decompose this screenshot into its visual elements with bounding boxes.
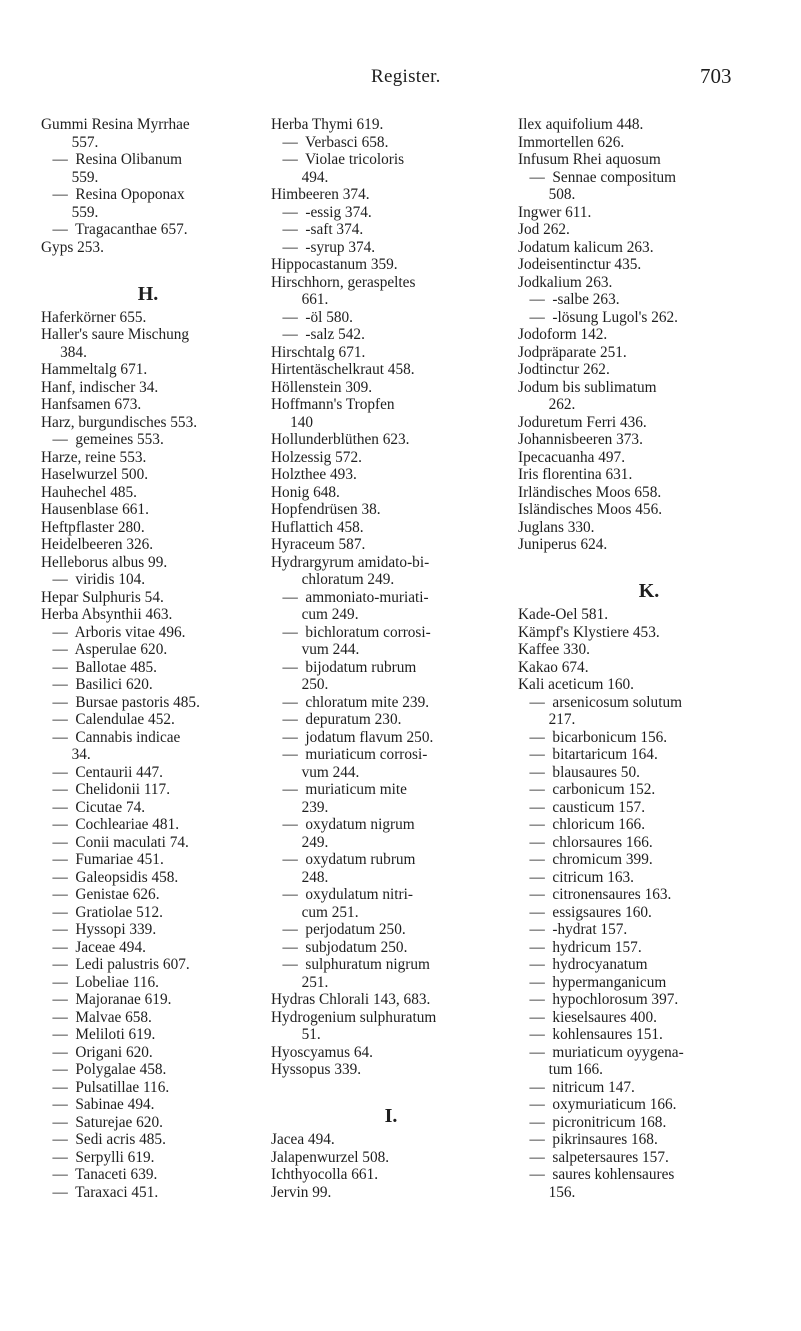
- index-entry: Ilex aquifolium 448.: [518, 116, 644, 133]
- index-entry: vum 244.: [271, 641, 360, 658]
- index-entry: Jacea 494.: [271, 1131, 335, 1148]
- index-entry: Hyraceum 587.: [271, 536, 366, 553]
- index-entry: — Cochleariae 481.: [41, 816, 180, 833]
- index-entry: Gummi Resina Myrrhae: [41, 116, 190, 133]
- index-entry: — arsenicosum solutum: [518, 693, 683, 711]
- index-entry: Jod 262.: [518, 221, 570, 238]
- index-entry: — saures kohlensaures: [518, 1166, 675, 1183]
- index-entry: — hypochlorosum 397.: [518, 991, 679, 1008]
- index-entry: Ipecacuanha 497.: [518, 448, 626, 466]
- index-entry: — Meliloti 619.: [41, 1026, 156, 1043]
- index-entry: — -salz 542.: [271, 326, 365, 343]
- index-entry: Höllenstein 309.: [271, 378, 373, 396]
- index-entry: Jodeisentinctur 435.: [518, 256, 642, 273]
- index-entry: — causticum 157.: [518, 798, 646, 816]
- index-entry: Joduretum Ferri 436.: [518, 413, 647, 431]
- index-entry: — Calendulae 452.: [41, 711, 175, 728]
- index-entry: — Hyssopi 339.: [41, 921, 157, 938]
- index-entry: — Violae tricoloris: [271, 151, 405, 168]
- index-entry: cum 249.: [271, 606, 359, 623]
- index-entry: 249.: [271, 833, 329, 851]
- index-entry: — viridis 104.: [41, 571, 146, 588]
- index-entry: Kade-Oel 581.: [518, 606, 609, 623]
- index-entry: Gyps 253.: [41, 238, 104, 256]
- index-entry: — -saft 374.: [271, 221, 364, 238]
- index-entry: Kämpf's Klystiere 453.: [518, 623, 660, 641]
- section-letter-heading: H.: [137, 282, 159, 305]
- index-entry: — bichloratum corrosi-: [271, 623, 431, 641]
- index-entry: Honig 648.: [271, 483, 340, 501]
- index-entry: tum 166.: [518, 1061, 603, 1078]
- index-entry: — Genistae 626.: [41, 886, 160, 903]
- index-entry: Hirtentäschelkraut 458.: [271, 361, 415, 378]
- index-entry: — -hydrat 157.: [518, 921, 628, 938]
- blank-line: [271, 1079, 511, 1097]
- index-entry: Johannisbeeren 373.: [518, 431, 643, 448]
- index-entry: Hanfsamen 673.: [41, 396, 142, 413]
- index-entry: vum 244.: [271, 763, 360, 781]
- index-entry: Hepar Sulphuris 54.: [41, 588, 164, 606]
- index-entry: Jalapenwurzel 508.: [271, 1148, 390, 1166]
- index-entry: Infusum Rhei aquosum: [518, 151, 661, 168]
- index-entry: 262.: [518, 396, 576, 413]
- index-entry: — Resina Olibanum: [41, 151, 183, 168]
- index-entry: — chromicum 399.: [518, 851, 653, 868]
- index-entry: — Cicutae 74.: [41, 798, 146, 816]
- index-entry: Hydrogenium sulphuratum: [271, 1008, 437, 1026]
- index-entry: 559.: [41, 168, 99, 186]
- index-entry: 248.: [271, 868, 329, 886]
- index-entry: — Lobeliae 116.: [41, 973, 159, 991]
- index-entry: 140: [271, 413, 314, 431]
- index-entry: Isländisches Moos 456.: [518, 501, 663, 518]
- index-entry: Hippocastanum 359.: [271, 256, 398, 273]
- index-entry: — kieselsaures 400.: [518, 1008, 657, 1026]
- index-entry: Jodoform 142.: [518, 326, 608, 343]
- index-entry: 250.: [271, 676, 329, 693]
- index-entry: Himbeeren 374.: [271, 186, 370, 203]
- index-entry: — Cannabis indicae: [41, 728, 181, 746]
- index-entry: Iris florentina 631.: [518, 466, 633, 483]
- index-entry: — Arboris vitae 496.: [41, 623, 186, 641]
- index-entry: Holzessig 572.: [271, 448, 362, 466]
- index-entry: Juniperus 624.: [518, 536, 608, 553]
- index-entry: — -salbe 263.: [518, 291, 620, 308]
- index-entry: Jodtinctur 262.: [518, 361, 610, 378]
- index-entry: Kaffee 330.: [518, 641, 590, 658]
- index-entry: — Sedi acris 485.: [41, 1131, 166, 1148]
- index-entry: Hollunderblüthen 623.: [271, 431, 410, 448]
- index-entry: — citricum 163.: [518, 868, 634, 886]
- index-entry: — Galeopsidis 458.: [41, 868, 179, 886]
- index-entry: 217.: [518, 711, 576, 728]
- index-entry: Hydras Chlorali 143, 683.: [271, 991, 431, 1008]
- index-entry: — Majoranae 619.: [41, 991, 172, 1008]
- index-entry: Hanf, indischer 34.: [41, 378, 159, 396]
- index-entry: — -essig 374.: [271, 203, 372, 221]
- index-entry: — Pulsatillae 116.: [41, 1078, 170, 1096]
- index-entry: Hammeltalg 671.: [41, 361, 148, 378]
- index-entry: — -lösung Lugol's 262.: [518, 308, 678, 326]
- index-entry: Herba Thymi 619.: [271, 116, 384, 133]
- index-entry: — muriaticum mite: [271, 781, 407, 798]
- index-entry: — -syrup 374.: [271, 238, 376, 256]
- index-entry: Hydrargyrum amidato-bi-: [271, 553, 430, 571]
- index-entry: — Origani 620.: [41, 1043, 153, 1061]
- index-entry: — chlorsaures 166.: [518, 833, 653, 851]
- index-entry: Juglans 330.: [518, 518, 595, 536]
- section-letter-heading: I.: [384, 1105, 398, 1127]
- index-entry: Irländisches Moos 658.: [518, 483, 662, 501]
- index-entry: — hydricum 157.: [518, 938, 642, 956]
- index-entry: — depuratum 230.: [271, 711, 402, 728]
- index-entry: — citronensaures 163.: [518, 886, 672, 903]
- index-entry: cum 251.: [271, 903, 359, 921]
- index-entry: Heftpflaster 280.: [41, 518, 145, 536]
- index-column-1: [41, 116, 255, 1201]
- index-entry: — picronitricum 168.: [518, 1113, 667, 1131]
- index-entry: 559.: [41, 203, 99, 221]
- index-entry: — hypermanganicum: [518, 973, 667, 991]
- index-entry: — bijodatum rubrum: [271, 658, 417, 676]
- index-entry: — Verbasci 658.: [271, 133, 389, 151]
- index-entry: — Polygalae 458.: [41, 1061, 167, 1078]
- index-entry: 156.: [518, 1183, 576, 1201]
- index-entry: — Taraxaci 451.: [41, 1183, 159, 1201]
- index-entry: Haselwurzel 500.: [41, 466, 149, 483]
- index-entry: — Serpylli 619.: [41, 1148, 155, 1166]
- index-entry: — Gratiolae 512.: [41, 903, 163, 921]
- index-entry: — sulphuratum nigrum: [271, 956, 430, 973]
- blank-line: [41, 256, 255, 274]
- index-entry: — subjodatum 250.: [271, 938, 408, 956]
- index-entry: — Bursae pastoris 485.: [41, 693, 200, 711]
- index-entry: Hyssopus 339.: [271, 1061, 362, 1078]
- index-entry: — Tragacanthae 657.: [41, 221, 188, 238]
- index-entry: Kakao 674.: [518, 658, 589, 676]
- index-entry: — salpetersaures 157.: [518, 1148, 669, 1166]
- index-entry: — muriaticum corrosi-: [271, 746, 428, 763]
- running-title: Register.: [371, 66, 441, 87]
- index-entry: Jodpräparate 251.: [518, 343, 627, 361]
- index-entry: Hirschhorn, geraspeltes: [271, 273, 416, 291]
- index-entry: 251.: [271, 973, 329, 991]
- index-entry: chloratum 249.: [271, 571, 395, 588]
- index-entry: — pikrinsaures 168.: [518, 1131, 658, 1148]
- index-entry: Hauhechel 485.: [41, 483, 137, 501]
- blank-line: [518, 554, 780, 572]
- index-entry: Hirschtalg 671.: [271, 343, 366, 361]
- index-entry: Helleborus albus 99.: [41, 553, 168, 571]
- index-entry: — essigsaures 160.: [518, 903, 652, 921]
- index-entry: — Tanaceti 639.: [41, 1166, 158, 1183]
- section-letter-heading: K.: [638, 580, 660, 602]
- index-entry: 508.: [518, 186, 576, 203]
- index-entry: Jodatum kalicum 263.: [518, 238, 654, 256]
- index-entry: — -öl 580.: [271, 308, 354, 326]
- index-entry: Huflattich 458.: [271, 518, 364, 536]
- index-entry: — carbonicum 152.: [518, 781, 656, 798]
- index-column-2: [271, 116, 511, 1201]
- index-entry: — muriaticum oyygena-: [518, 1043, 684, 1061]
- index-entry: 51.: [271, 1026, 321, 1043]
- index-entry: — oxydatum rubrum: [271, 851, 416, 868]
- index-entry: Hausenblase 661.: [41, 501, 149, 518]
- index-entry: Immortellen 626.: [518, 133, 625, 151]
- index-entry: 494.: [271, 168, 329, 186]
- index-entry: — Ledi palustris 607.: [41, 956, 190, 973]
- index-entry: Ingwer 611.: [518, 203, 592, 221]
- index-entry: — blausaures 50.: [518, 763, 640, 781]
- index-entry: — Jaceae 494.: [41, 938, 146, 956]
- index-entry: Haller's saure Mischung: [41, 326, 190, 343]
- index-entry: — Resina Opoponax: [41, 186, 185, 203]
- index-entry: — jodatum flavum 250.: [271, 728, 434, 746]
- index-entry: 384.: [41, 343, 87, 361]
- index-entry: — kohlensaures 151.: [518, 1026, 663, 1043]
- index-entry: 557.: [41, 133, 99, 151]
- index-entry: — Conii maculati 74.: [41, 833, 189, 851]
- index-entry: 239.: [271, 798, 329, 816]
- index-entry: Kali aceticum 160.: [518, 676, 634, 693]
- index-entry: — Sennae compositum: [518, 168, 677, 186]
- index-entry: — ammoniato-muriati-: [271, 588, 429, 606]
- index-entry: — nitricum 147.: [518, 1078, 635, 1096]
- index-entry: — chloricum 166.: [518, 816, 646, 833]
- index-entry: Holzthee 493.: [271, 466, 357, 483]
- index-entry: — Malvae 658.: [41, 1008, 152, 1026]
- page-number: 703: [700, 64, 732, 88]
- index-entry: — hydrocyanatum: [518, 956, 648, 973]
- index-entry: — chloratum mite 239.: [271, 693, 430, 711]
- index-entry: — Basilici 620.: [41, 676, 153, 693]
- index-entry: Jodkalium 263.: [518, 273, 613, 291]
- index-entry: Hyoscyamus 64.: [271, 1043, 373, 1061]
- index-entry: — oxymuriaticum 166.: [518, 1096, 677, 1113]
- index-entry: — Ballotae 485.: [41, 658, 157, 676]
- index-entry: 661.: [271, 291, 329, 308]
- index-entry: Harze, reine 553.: [41, 448, 147, 466]
- index-entry: — bicarbonicum 156.: [518, 728, 668, 746]
- index-entry: Haferkörner 655.: [41, 308, 147, 326]
- index-entry: — Fumariae 451.: [41, 851, 164, 868]
- index-column-3: [518, 116, 780, 1201]
- index-entry: — perjodatum 250.: [271, 921, 406, 938]
- index-entry: — Asperulae 620.: [41, 641, 168, 658]
- index-entry: Ichthyocolla 661.: [271, 1166, 379, 1183]
- index-entry: Harz, burgundisches 553.: [41, 413, 198, 431]
- index-entry: — Chelidonii 117.: [41, 781, 171, 798]
- index-entry: Heidelbeeren 326.: [41, 536, 154, 553]
- page-header: [0, 0, 801, 100]
- index-entry: — oxydulatum nitri-: [271, 886, 413, 903]
- index-entry: — Saturejae 620.: [41, 1113, 163, 1131]
- index-entry: — oxydatum nigrum: [271, 816, 415, 833]
- index-entry: Jervin 99.: [271, 1183, 332, 1201]
- index-entry: 34.: [41, 746, 91, 763]
- index-entry: Hopfendrüsen 38.: [271, 501, 381, 518]
- index-entry: — bitartaricum 164.: [518, 746, 658, 763]
- index-entry: Herba Absynthii 463.: [41, 606, 173, 623]
- index-entry: Jodum bis sublimatum: [518, 378, 657, 396]
- index-entry: Hoffmann's Tropfen: [271, 396, 395, 413]
- index-entry: — Sabinae 494.: [41, 1096, 155, 1113]
- index-entry: — gemeines 553.: [41, 431, 164, 448]
- index-entry: — Centaurii 447.: [41, 763, 163, 781]
